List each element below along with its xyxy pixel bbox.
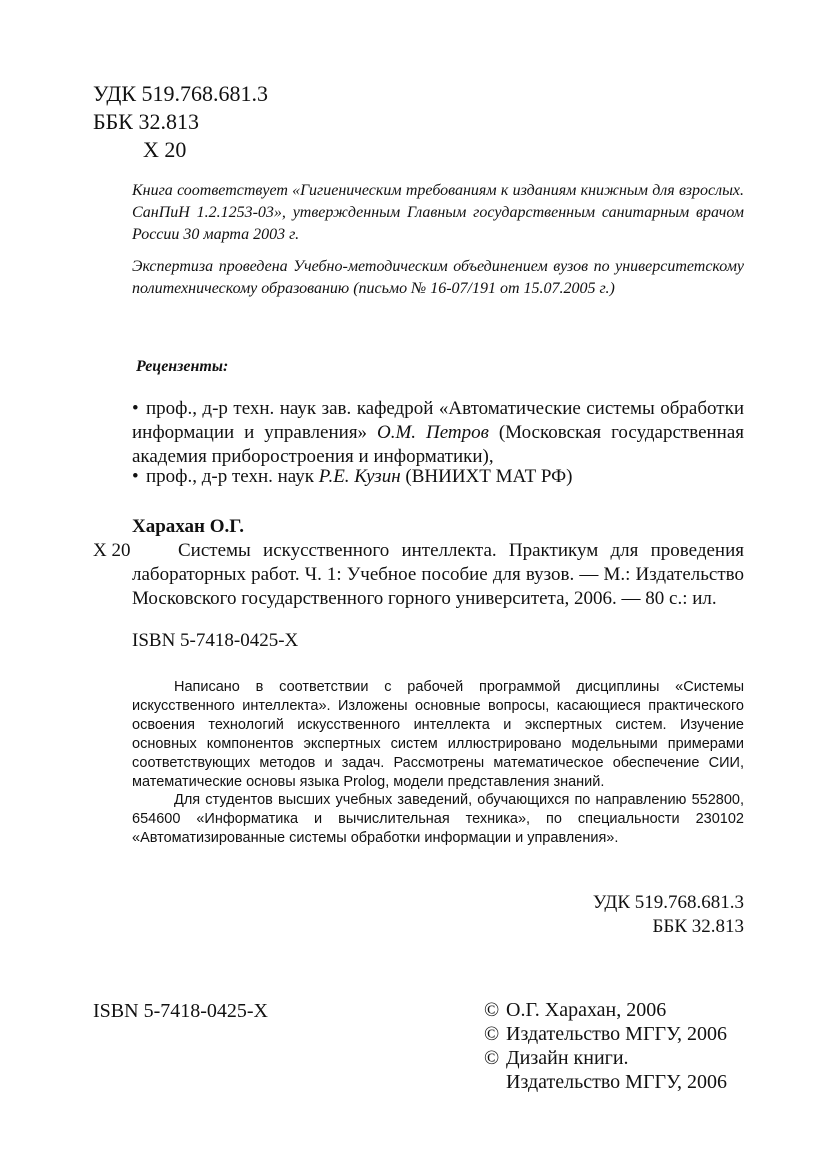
bullet-icon: • — [132, 398, 139, 419]
reviewer-name: Р.Е. Кузин — [318, 466, 401, 487]
copyright-text: Издательство МГГУ, 2006 — [506, 1023, 727, 1045]
udk-code: УДК 519.768.681.3 — [93, 81, 269, 106]
reviewer-name: О.М. Петров — [377, 422, 489, 443]
bullet-icon: • — [132, 466, 139, 487]
reviewer-affiliation: (Московская государственная академия приборостроения и информатики), — [132, 422, 745, 467]
annotation-paragraph — [132, 791, 744, 848]
udk-code: УДК 519.768.681.3 — [592, 892, 744, 913]
reviewer-item — [132, 397, 744, 469]
hygiene-note: Книга соответствует «Гигиеническим требованиям к изданиям книжным для взрослых. СанПиН 1.2.1253-03», утвержденным Главным государственным санитарным врачом России 30 марта 2003 г. — [132, 182, 744, 243]
reviewer-affiliation: (ВНИИХТ МАТ РФ) — [400, 466, 573, 487]
copyright-line — [484, 998, 727, 1022]
catalog-code: Х 20 — [143, 137, 187, 162]
classification-block — [93, 80, 268, 164]
bibliographic-description — [132, 539, 744, 611]
bbk-code: ББК 32.813 — [93, 109, 199, 134]
copyright-icon: © — [484, 999, 500, 1021]
copyright-block — [484, 998, 727, 1094]
copyright-line — [484, 1046, 727, 1070]
copyright-continuation: Издательство МГГУ, 2006 — [506, 1071, 727, 1093]
bbk-code: ББК 32.813 — [652, 916, 744, 937]
classification-block-right — [593, 891, 744, 939]
expertise-note: Экспертиза проведена Учебно-методическим объединением вузов по университетскому политехническому образованию (письмо № 16-07/191 от 15.07.2005 г.) — [132, 258, 744, 297]
author-name: Харахан О.Г. — [132, 516, 244, 537]
record-catalog-code: Х 20 — [93, 540, 131, 561]
copyright-line — [484, 1022, 727, 1046]
reviewer-position: проф., д-р техн. наук зав. кафедрой «Автоматические системы обработки информации и управления» — [132, 398, 744, 443]
reviewer-position: проф., д-р техн. наук — [146, 466, 319, 487]
annotation-text: Написано в соответствии с рабочей программой дисциплины «Системы искусственного интеллекта». Изложены основные вопросы, касающиеся практического освоения технологий искусственного интеллекта и экспертных систем. Изучение основных компонентов экспертных систем иллюстрировано модельными примерами соответствующих методов и задач. Рассмотрены математическое обеспечение СИИ, математические основы языка Prolog, модели представления знаний. — [132, 679, 744, 790]
copyright-text: Дизайн книги. — [506, 1047, 629, 1069]
copyright-text: О.Г. Харахан, 2006 — [506, 999, 667, 1021]
annotation-text: Для студентов высших учебных заведений, обучающихся по направлению 552800, 654600 «Информатика и вычислительная техника», по специальности 230102 «Автоматизированные системы обработки информации и управления». — [132, 792, 744, 846]
reviewers-heading: Рецензенты: — [136, 358, 229, 375]
isbn-record: ISBN 5-7418-0425-X — [132, 630, 299, 651]
description-text: Системы искусственного интеллекта. Практикум для проведения лабораторных работ. Ч. 1: Учебное пособие для вузов. — М.: Издательство Московского государственного горного университета, 2006. — 80 с.: ил. — [132, 540, 744, 609]
copyright-icon: © — [484, 1023, 500, 1045]
reviewer-item — [132, 465, 744, 489]
isbn-footer: ISBN 5-7418-0425-X — [93, 1000, 268, 1022]
copyright-icon: © — [484, 1047, 500, 1069]
annotation-paragraph — [132, 678, 744, 792]
